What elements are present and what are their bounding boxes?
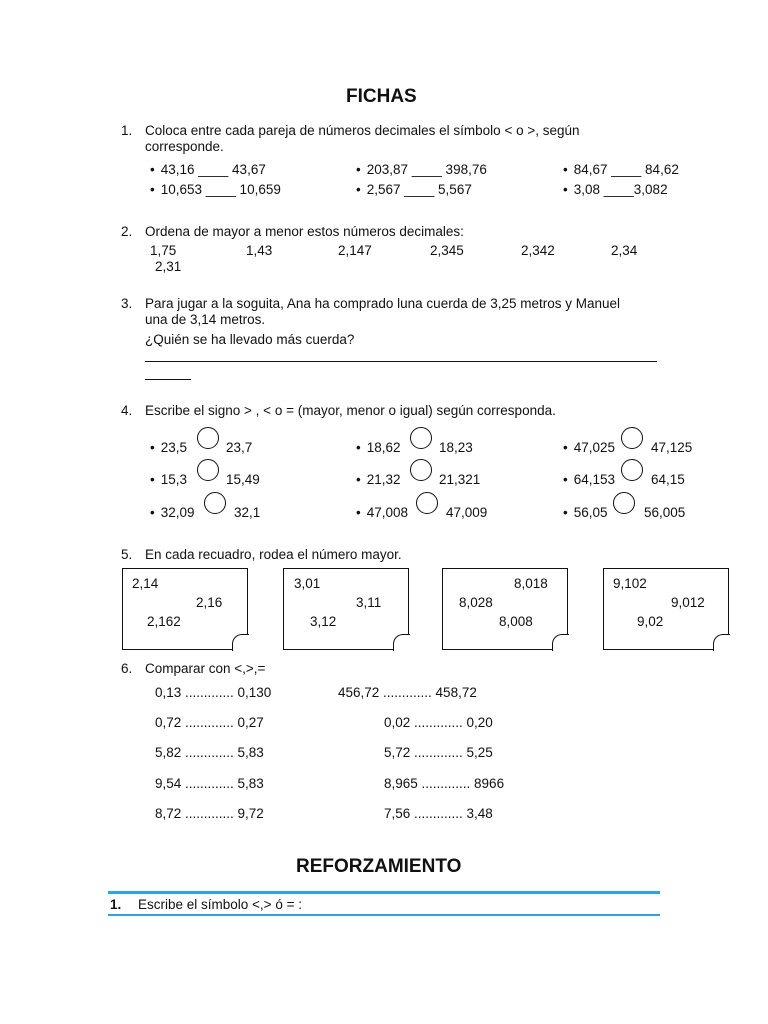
comparison-item[interactable]: 0,02 ............. 0,20 <box>384 715 493 730</box>
number-box <box>283 568 409 650</box>
q3-question: ¿Quién se ha llevado más cuerda? <box>145 332 355 347</box>
q2-value: 2,342 <box>521 243 555 258</box>
answer-circle[interactable] <box>416 492 438 514</box>
box-number[interactable]: 3,01 <box>294 576 321 591</box>
box-number[interactable]: 9,02 <box>637 614 664 629</box>
comparison-item[interactable]: 7,56 ............. 3,48 <box>384 806 493 821</box>
q2-value: 2,345 <box>430 243 464 258</box>
q4-right-value: 47,125 <box>651 440 693 455</box>
page-title: FICHAS <box>346 86 417 107</box>
box-number[interactable]: 8,018 <box>514 576 548 591</box>
page-curl <box>393 634 410 651</box>
q2-value: 1,43 <box>246 243 273 258</box>
answer-circle[interactable] <box>204 492 226 514</box>
box-number[interactable]: 8,028 <box>459 595 493 610</box>
answer-circle[interactable] <box>197 459 219 481</box>
number-box <box>122 568 248 650</box>
q2-value: 1,75 <box>150 243 177 258</box>
section-divider-top <box>108 891 660 894</box>
q1-item: • 10,653 ____ 10,659 <box>150 182 281 197</box>
q4-left-value: • 47,025 <box>563 440 615 455</box>
box-number[interactable]: 8,008 <box>499 614 533 629</box>
q1-number: 1. <box>121 123 133 138</box>
q4-left-value: • 15,3 <box>150 472 187 487</box>
q4-right-value: 47,009 <box>446 505 488 520</box>
comparison-item[interactable]: 456,72 ............. 458,72 <box>338 685 477 700</box>
answer-circle[interactable] <box>621 459 643 481</box>
number-box <box>442 568 568 650</box>
q1-text-line2: corresponde. <box>145 139 224 154</box>
q1-item: • 43,16 ____ 43,67 <box>150 162 266 177</box>
q6-text: Comparar con <,>,= <box>145 661 266 676</box>
comparison-item[interactable]: 5,72 ............. 5,25 <box>384 745 493 760</box>
q1-text-line1: Coloca entre cada pareja de números decimales el símbolo < o >, según <box>145 123 580 138</box>
answer-line[interactable] <box>145 361 657 362</box>
box-number[interactable]: 3,12 <box>310 614 337 629</box>
comparison-item[interactable]: 0,72 ............. 0,27 <box>155 715 264 730</box>
answer-circle[interactable] <box>197 427 219 449</box>
q4-left-value: • 32,09 <box>150 505 195 520</box>
q2-value: 2,34 <box>611 243 638 258</box>
answer-circle[interactable] <box>410 459 432 481</box>
q4-left-value: • 64,153 <box>563 472 615 487</box>
comparison-item[interactable]: 8,72 ............. 9,72 <box>155 806 264 821</box>
q4-number: 4. <box>121 403 133 418</box>
comparison-item[interactable]: 8,965 ............. 8966 <box>384 776 505 791</box>
answer-line[interactable] <box>145 379 191 380</box>
q5-text: En cada recuadro, rodea el número mayor. <box>145 547 402 562</box>
q4-right-value: 23,7 <box>226 440 253 455</box>
q2-text: Ordena de mayor a menor estos números decimales: <box>145 224 464 239</box>
q4-left-value: • 47,008 <box>356 505 408 520</box>
answer-circle[interactable] <box>410 427 432 449</box>
q4-right-value: 21,321 <box>439 472 481 487</box>
q4-right-value: 18,23 <box>439 440 473 455</box>
box-number[interactable]: 9,102 <box>613 576 647 591</box>
q4-text: Escribe el signo > , < o = (mayor, menor o igual) según corresponda. <box>145 403 556 418</box>
q6-number: 6. <box>121 661 133 676</box>
section-title: REFORZAMIENTO <box>296 856 462 877</box>
reforzamiento-number: 1. <box>110 897 122 912</box>
q4-left-value: • 18,62 <box>356 440 401 455</box>
q4-right-value: 64,15 <box>651 472 685 487</box>
reforzamiento-text: Escribe el símbolo <,> ó = : <box>138 897 302 912</box>
q3-text-line1: Para jugar a la soguita, Ana ha comprado luna cuerda de 3,25 metros y Manuel <box>145 296 621 311</box>
answer-circle[interactable] <box>613 492 635 514</box>
box-number[interactable]: 3,11 <box>356 595 382 610</box>
q2-number: 2. <box>121 224 133 239</box>
q1-item: • 84,67 ____ 84,62 <box>563 162 679 177</box>
box-number[interactable]: 9,012 <box>671 595 705 610</box>
q4-right-value: 32,1 <box>234 505 261 520</box>
q1-item: • 203,87 ____ 398,76 <box>356 162 487 177</box>
page-curl <box>232 634 249 651</box>
q2-value: 2,31 <box>155 259 182 274</box>
q3-number: 3. <box>121 296 133 311</box>
q4-left-value: • 23,5 <box>150 440 187 455</box>
q1-item: • 3,08 ____3,082 <box>563 182 668 197</box>
section-divider-bottom <box>108 914 660 916</box>
q4-right-value: 56,005 <box>644 505 686 520</box>
comparison-item[interactable]: 0,13 ............. 0,130 <box>155 685 272 700</box>
number-box <box>603 568 729 650</box>
q5-number: 5. <box>121 547 133 562</box>
page-curl <box>713 634 730 651</box>
box-number[interactable]: 2,14 <box>132 576 159 591</box>
answer-circle[interactable] <box>621 427 643 449</box>
box-number[interactable]: 2,16 <box>196 595 223 610</box>
q4-right-value: 15,49 <box>226 472 260 487</box>
comparison-item[interactable]: 5,82 ............. 5,83 <box>155 745 264 760</box>
q1-item: • 2,567 ____ 5,567 <box>356 182 472 197</box>
q4-left-value: • 21,32 <box>356 472 401 487</box>
q4-left-value: • 56,05 <box>563 505 608 520</box>
q2-value: 2,147 <box>338 243 372 258</box>
box-number[interactable]: 2,162 <box>147 614 181 629</box>
page-curl <box>552 634 569 651</box>
q3-text-line2: una de 3,14 metros. <box>145 312 266 327</box>
comparison-item[interactable]: 9,54 ............. 5,83 <box>155 776 264 791</box>
